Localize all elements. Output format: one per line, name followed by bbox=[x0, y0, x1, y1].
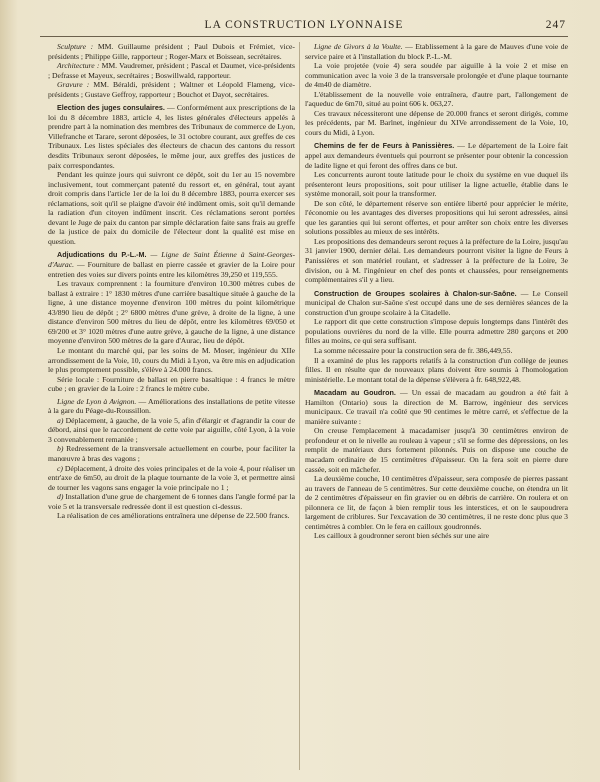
macadam-paragraph-3: La deuxième couche, 10 centimètres d'épaisseur, sera composée de pierres passant au travers de l'anneau de 5 centimètres. Sur cette deuxième couche, on étendra un lit de 2 centimètres d'épaisseur en fin gravier ou en débris de carrière. On roulera et on pilonnera ce lit, de façon à bien remplir tous les interstices, et on le saupoudrera largement de criblures. Sur l'excavation de 30 centimètres, il ne reste donc plus que 3 centimètres à combler. On le fera en cailloux goudronnés. bbox=[305, 474, 568, 531]
adjudication-paragraph-4: Série locale : Fourniture de ballast en pierre basaltique : 4 francs le mètre cube ; en gravier de la Loire : 2 francs le mètre cube. bbox=[48, 374, 295, 394]
feurs-paragraph: Chemins de fer de Feurs à Panissières. — Le département de la Loire fait appel aux demandeurs éventuels qui pourront se présenter pour obtenir la concession de ladite ligne et qui feront des offres dans ce but. bbox=[305, 141, 568, 170]
adjudication-paragraph-2: Les travaux comprennent : la fourniture d'environ 10.300 mètres cubes de ballast à extraire : 1° 1830 mètres d'une carrière basaltique située à gauche de la ligne, à une distance moyenne d'environ 100 mètres du point kilométrique 43/890 lieu de dépôt ; 2° 6800 mètres d'une grève, à droite de la ligne, à une distance d'environ 500 mètres du lieu de dépôt, entre les kilomètres 69/050 et 69/200 et 3° 1020 mètres d'une autre grève, à gauche de la ligne, à une distance moyenne d'environ 500 mètres de la gare d'Aurac, lieu de dépôt. bbox=[48, 279, 295, 346]
page-header bbox=[40, 18, 568, 37]
jury-sculpture: Sculpture : MM. Guillaume président ; Paul Dubois et Frémiet, vice-présidents ; Philippe Gille, rapporteur ; Roger-Marx et Boissean, secrétaires. bbox=[48, 42, 295, 61]
jury-architecture: Architecture : MM. Vaudremer, président ; Pascal et Daumet, vice-présidents ; Defrasse et Mayeux, secrétaires ; Boswillwald, rapporteur. bbox=[48, 61, 295, 80]
avignon-paragraph-2: La réalisation de ces améliorations entraînera une dépense de 22.500 francs. bbox=[57, 511, 290, 521]
chalon-paragraph-2: Le rapport dit que cette construction s'impose depuis longtemps dans l'intérêt des populations ouvrières du nord de la ville. Elle pourra admettre 280 garçons et 200 filles au moins, ce qui sera suffisant. bbox=[305, 317, 568, 346]
macadam-paragraph-4: Les cailloux à goudronner seront bien séchés sur une aire bbox=[314, 531, 490, 541]
feurs-paragraph-4: Les propositions des demandeurs seront reçues à la préfecture de la Loire, jusqu'au 31 janvier 1900, dernier délai. Les demandeurs pourront visiter la ligne de Feurs à Panissières et son matériel roulant, et s'adresser à la préfecture de la Loire, 3e division, ou à M. l'ingénieur en chef des ponts et chaussées, pour renseignements complémentaires s'il y a lieu. bbox=[305, 236, 568, 285]
jury-gravure: Gravure : MM. Béraldi, président ; Waltner et Léopold Flameng, vice-présidents ; Gustave Geffroy, rapporteur ; Bouchot et Dayot, secrétaires. bbox=[48, 80, 295, 99]
election-paragraph: Election des juges consulaires. — Conformément aux prescriptions de la loi du 8 décembre 1883, article 4, les listes générales d'électeurs appelés à prendre part à la nomination des membres des Tribunaux de commerce de Lyon, Villefranche et Tarare, seront déposées, le 31 octobre courant, aux greffes de ces Tribunaux. Les listes spéciales des électeurs de chacun des cantons du ressort desdits Tribunaux seront déposées, le même jour, aux greffes des justices de paix correspondantes. bbox=[48, 103, 295, 170]
adjudication-paragraph-3: Le montant du marché qui, par les soins de M. Moser, ingénieur du XIIe arrondissement de la Voie, 10, cours du Midi à Lyon, va être mis en adjudication le plus promptement possible, s'élève à 24.000 francs. bbox=[48, 345, 295, 375]
avignon-heading: Ligne de Lyon à Avignon. bbox=[57, 396, 137, 406]
running-title: LA CONSTRUCTION LYONNAISE bbox=[204, 19, 404, 31]
election-paragraph-2: Pendant les quinze jours qui suivront ce dépôt, soit du 1er au 15 novembre inclusivement, tout commerçant patenté du ressort et, en général, tout ayant droit compris dans l'article 1er de la loi du 8 décembre 1883, pourra exercer ses réclamations, soit qu'il se plaigne d'avoir été indûment omis, soit qu'il demande la radiation d'un citoyen indûment inscrit. Ces réclamations seront portées devant le Juge de paix du canton par simple déclaration faite sans frais au greffe de la justice de paix du domicile de l'électeur dont la qualité est mise en question. bbox=[48, 170, 295, 246]
list-item-d: d) Installation d'une grue de chargement de 6 tonnes dans l'angle formé par la voie 5 et la transversale redressée dont il est question ci-dessus. bbox=[48, 492, 295, 511]
chalon-heading: Construction de Groupes scolaires à Chalon-sur-Saône. bbox=[314, 288, 517, 298]
election-heading: Election des juges consulaires. bbox=[57, 103, 165, 113]
macadam-heading: Macadam au Goudron. bbox=[314, 388, 396, 398]
avignon-paragraph: Ligne de Lyon à Avignon. — Améliorations des installations de petite vitesse à la gare du Péage-du-Roussillon. bbox=[48, 396, 295, 416]
list-item-c: c) Déplacement, à droite des voies principales et de la voie 4, pour réaliser un entr'axe de 6m50, au droit de la plaque tournante de la voie 3, et permettre ainsi de tourner les vagons sans engager la voie principale no 1 ; bbox=[48, 463, 295, 492]
feurs-paragraph-3: De son côté, le département réserve son entière liberté pour apprécier le mérite, l'économie ou les avantages des diverses propositions qui lui seront adressées, ainsi que les garanties qui lui seront offertes, et pour arrêter son choix entre les diverses solutions possibles au mieux de ses intérêts. bbox=[305, 198, 568, 237]
givors-paragraph-4: Ces travaux nécessiteront une dépense de 20.000 francs et seront dirigés, comme les précédents, par M. Barlnet, ingénieur du XIVe arrondissement de la Voie, 10, cours du Midi, à Lyon. bbox=[305, 108, 568, 137]
chalon-paragraph-3: La somme nécessaire pour la construction sera de fr. 386,449,55. bbox=[314, 345, 513, 355]
macadam-paragraph: Macadam au Goudron. — Un essai de macadam au goudron a été fait à Hamilton (Ontario) sous la direction de M. Barrow, ingénieur des services municipaux. Ce travail n'a coûté que 90 centimes le mètre carré, et s'effectue de la manière suivante : bbox=[305, 388, 568, 426]
left-column bbox=[48, 42, 295, 770]
chalon-paragraph: Construction de Groupes scolaires à Chalon-sur-Saône. — Le Conseil municipal de Chalon sur-Saône s'est occupé dans une de ses dernières séances de la construction d'un groupe scolaire à la Citadelle. bbox=[305, 288, 568, 317]
adjudication-heading: Adjudications du P.-L.-M. bbox=[57, 250, 147, 260]
givors-paragraph: Ligne de Givors à la Voulte. — Etablissement à la gare de Mauves d'une voie de service paire et à l'installation du block P.-L.-M. bbox=[305, 42, 568, 61]
page-number: 247 bbox=[545, 19, 566, 31]
list-item-b: b) Redressement de la transversale actuellement en courbe, pour faciliter la manœuvre à bras des vagons ; bbox=[48, 444, 295, 463]
macadam-paragraph-2: On creuse l'emplacement à macadamiser jusqu'à 30 centimètres environ de profondeur et on le nivelle au rouleau à vapeur ; s'il se forme des dépressions, on les remplit de matériaux durs fortement pilonnés. Puis on dispose une couche de macadam ordinaire de 15 centimètres d'épaisseur. On la fera soit en pierre dure cassée, soit en mâchefer. bbox=[305, 426, 568, 474]
adjudication-paragraph: Adjudications du P.-L.-M. — Ligne de Saint Étienne à Saint-Georges-d'Aurac. — Fourniture de ballast en pierre cassée et gravier de la Loire pour entretien des voies sur divers points entre les kilomètres 39,250 et 119,555. bbox=[48, 250, 295, 279]
givors-paragraph-3: L'établissement de la nouvelle voie entraînera, d'autre part, l'allongement de l'aqueduc de 6m70, situé au point 606 k. 063,27. bbox=[305, 89, 568, 109]
right-column bbox=[305, 42, 568, 770]
column-divider bbox=[299, 42, 300, 770]
chalon-paragraph-4: Il a examiné de plus les rapports relatifs à la construction d'un collège de jeunes filles. Il en résulte que de nouveaux plans doivent être soumis à l'homologation ministérielle. Le montant total de la dépense s'élèvera à fr. 648,922,48. bbox=[305, 355, 568, 384]
list-item-a: a) Déplacement, à gauche, de la voie 5, afin d'élargir et d'agrandir la cour de débord, ainsi que le raccordement de cette voie par aiguille, côté Lyon, à la voie 3 convenablement remaniée ; bbox=[48, 415, 295, 444]
givors-paragraph-2: La voie projetée (voie 4) sera soudée par aiguille à la voie 2 et mise en communication avec la voie 3 de la transversale prolongée et d'une plaque tournante de 4m40 de diamètre. bbox=[305, 61, 568, 90]
givors-heading: Ligne de Givors à la Voulte. bbox=[314, 42, 403, 51]
feurs-heading: Chemins de fer de Feurs à Panissières. bbox=[314, 141, 455, 151]
feurs-paragraph-2: Les concurrents auront toute latitude pour le choix du système en vue duquel ils présenteront leurs propositions, soit pour utiliser la ligne actuelle, établie dans le système monorail, soit pour la transformer. bbox=[305, 170, 568, 199]
